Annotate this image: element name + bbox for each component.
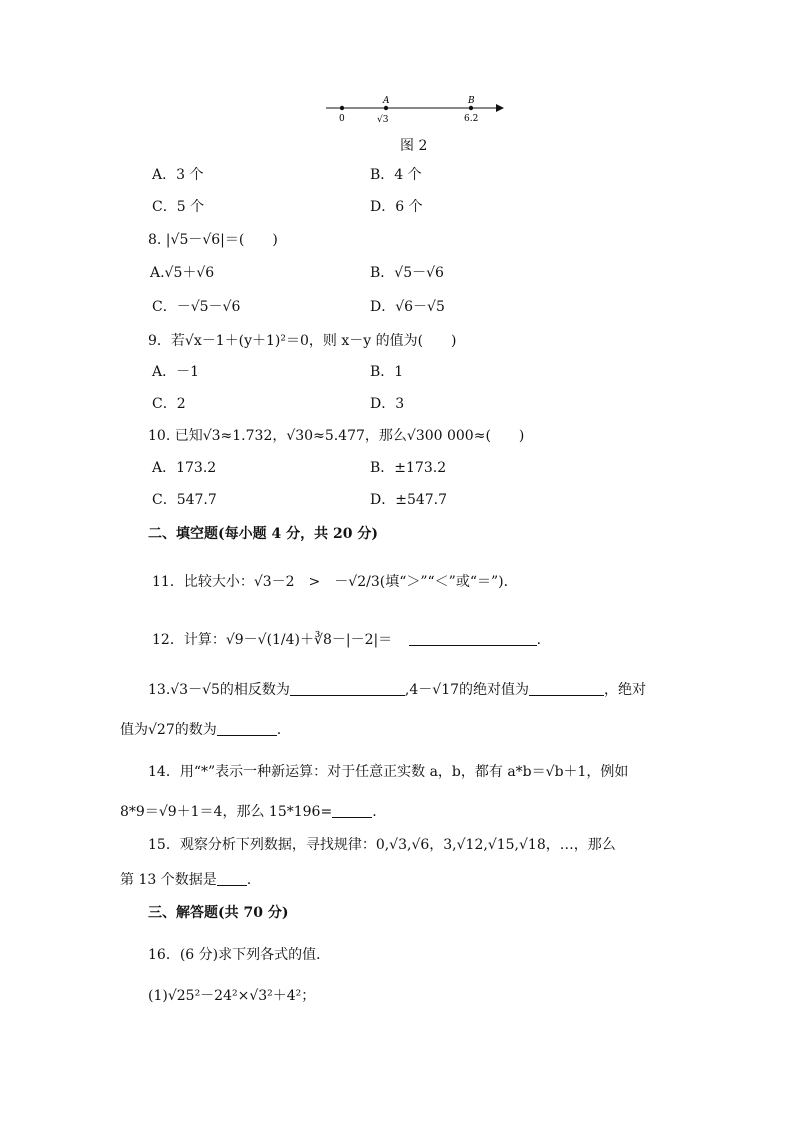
- q10-option-d: D．±547.7: [370, 492, 448, 508]
- q13-line1: [148, 680, 646, 700]
- q15-blank[interactable]: [217, 871, 247, 886]
- q13-blank2[interactable]: [529, 681, 604, 696]
- q8-option-b: B．√5－√6: [370, 265, 444, 281]
- q13-line2: [120, 720, 281, 740]
- q15-line1: 15．观察分析下列数据，寻找规律：0,√3,√6，3,√12,√15,√18，…，那么: [148, 837, 616, 853]
- label-zero: 0: [339, 114, 345, 124]
- label-6-2: 6.2: [464, 114, 479, 124]
- q13-part1: 13.√3－√5的相反数为: [148, 682, 290, 698]
- q15-period: .: [246, 872, 252, 888]
- q9-option-b: B．1: [370, 364, 404, 380]
- q16-stem: 16．(6 分)求下列各式的值．: [148, 947, 331, 963]
- point-b: [469, 106, 473, 110]
- q8-option-c: C．－√5－√6: [152, 299, 241, 315]
- q8-stem: 8. |√5－√6|＝( ): [148, 232, 278, 248]
- q13-period: .: [276, 722, 282, 738]
- q8-option-a: A.√5＋√6: [150, 265, 215, 281]
- q10-stem: 10. 已知√3≈1.732，√30≈5.477，那么√300 000≈( ): [148, 428, 525, 444]
- label-sqrt3: √3: [377, 115, 389, 125]
- label-a: A: [383, 96, 390, 106]
- q13-part4: 值为√27的数为: [120, 722, 217, 738]
- q10-option-b: B．±173.2: [370, 460, 447, 476]
- number-line-figure: [320, 92, 510, 128]
- q8-option-d: D．√6－√5: [370, 299, 445, 315]
- q13-part3: ，绝对: [604, 682, 647, 698]
- section2-title: 二、填空题(每小题 4 分，共 20 分): [148, 526, 378, 542]
- point-a: [384, 106, 388, 110]
- q15-line2: [120, 870, 251, 890]
- point-zero: [340, 106, 344, 110]
- q12-text: 12．计算：√9－√(1/4)＋∛8－|－2|＝ .: [152, 632, 542, 648]
- label-b: B: [468, 96, 475, 106]
- q7-option-c: C．5 个: [152, 199, 205, 215]
- q10-option-c: C．547.7: [152, 492, 217, 508]
- number-line-arrow: [496, 104, 504, 112]
- q14-line1: 14．用“*”表示一种新运算：对于任意正实数 a，b，都有 a*b＝√b＋1，例如: [148, 764, 629, 780]
- q14-blank[interactable]: [332, 803, 372, 818]
- q13-part2: ,4－√17的绝对值为: [404, 682, 530, 698]
- q9-option-a: A．－1: [152, 364, 200, 380]
- q16-part1: (1)√25²－24²×√3²＋4²；: [148, 988, 316, 1004]
- q14-line2: [120, 802, 377, 822]
- q14-part1: 8*9＝√9＋1＝4，那么 15*196=: [120, 804, 333, 820]
- q7-option-b: B．4 个: [370, 167, 422, 183]
- q12-answer-blank[interactable]: [409, 631, 537, 646]
- q9-option-d: D．3: [370, 396, 405, 412]
- q13-blank3[interactable]: [217, 721, 277, 736]
- q7-option-d: D．6 个: [370, 199, 423, 215]
- q13-blank1[interactable]: [290, 681, 405, 696]
- q9-stem: 9．若√x－1＋(y＋1)²＝0，则 x－y 的值为( ): [148, 333, 457, 349]
- q15-part1: 第 13 个数据是: [120, 872, 217, 888]
- figure-caption: 图 2: [400, 138, 428, 154]
- section3-title: 三、解答题(共 70 分): [148, 905, 289, 921]
- q12-expression: 12．计算：√9－√(1/4)＋∛8－|－2|＝: [152, 632, 393, 648]
- q10-option-a: A．173.2: [152, 460, 217, 476]
- q11-text: 11．比较大小：√3－2 > －√2/3(填“＞”“＜”或“＝”)．: [152, 574, 518, 590]
- q14-period: .: [372, 804, 377, 820]
- q7-option-a: A．3 个: [152, 167, 204, 183]
- q9-option-c: C．2: [152, 396, 186, 412]
